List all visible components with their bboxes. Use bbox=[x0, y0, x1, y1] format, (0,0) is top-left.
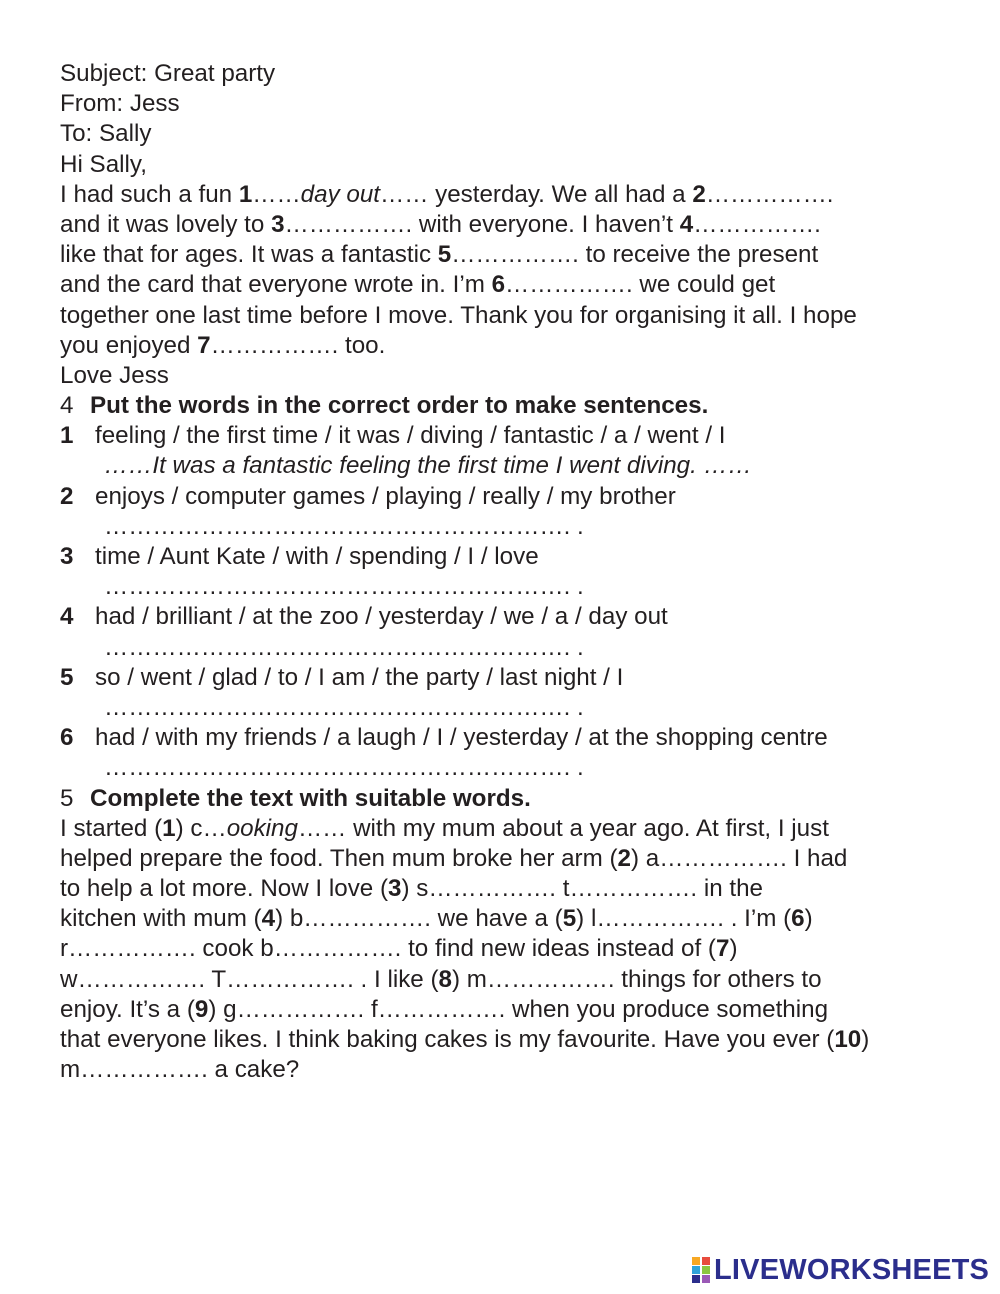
section5-text-line bbox=[60, 1055, 960, 1085]
section5-text-line bbox=[60, 904, 960, 934]
text-run: that everyone likes. I think baking cakes is my favourite. Have you ever ( bbox=[60, 1026, 835, 1053]
text-run: like that for ages. It was a fantastic bbox=[60, 241, 438, 269]
text-run: …… bbox=[252, 180, 301, 208]
text-run: ……………. with everyone. I haven’t bbox=[284, 210, 680, 238]
text-run: ……………. we could get bbox=[505, 271, 776, 299]
text-run: and it was lovely to bbox=[60, 210, 272, 238]
email-body-line bbox=[60, 240, 960, 270]
exercise-answer-line[interactable]: ……It was a fantastic feeling the first time I went diving. …… bbox=[104, 452, 752, 480]
section5-title: Complete the text with suitable words. bbox=[90, 784, 531, 812]
section5-text-line bbox=[60, 995, 960, 1025]
text-run: ……………. bbox=[705, 180, 834, 208]
exercise-number: 2 bbox=[60, 482, 74, 510]
gap-number: 2 bbox=[617, 844, 631, 872]
email-body-line bbox=[60, 210, 960, 240]
section4-exercise-list bbox=[60, 421, 960, 783]
section4-number: 4 bbox=[60, 392, 74, 420]
exercise-item bbox=[60, 602, 960, 632]
text-run: ) c… bbox=[175, 814, 227, 842]
text-run: ……………. bbox=[693, 210, 821, 238]
text-run: ) l……………. . I’m ( bbox=[576, 905, 792, 933]
gap-number: 5 bbox=[437, 241, 452, 269]
gap-number: 7 bbox=[197, 331, 211, 359]
email-to: To: Sally bbox=[60, 120, 152, 148]
exercise-answer-line[interactable]: …………………………………………………. . bbox=[104, 512, 584, 540]
text-run: …… yesterday. We all had a bbox=[380, 180, 693, 208]
exercise-item bbox=[60, 482, 960, 512]
text-run: …… with my mum about a year ago. At first, I just bbox=[297, 814, 829, 842]
exercise-number: 3 bbox=[60, 543, 74, 570]
text-run: ooking bbox=[226, 814, 298, 842]
email-signoff: Love Jess bbox=[60, 361, 169, 389]
text-run: ) bbox=[861, 1026, 870, 1053]
email-body-line bbox=[60, 270, 960, 300]
exercise-item bbox=[60, 542, 960, 572]
exercise-words: feeling / the first time / it was / diving / fantastic / a / went / I bbox=[95, 422, 726, 450]
section5-text-line bbox=[60, 1025, 960, 1055]
text-run: ) bbox=[729, 935, 738, 963]
gap-number: 10 bbox=[834, 1026, 862, 1053]
exercise-answer-line[interactable]: …………………………………………………. . bbox=[104, 693, 584, 721]
gap-number: 5 bbox=[562, 905, 577, 933]
section5-text-line bbox=[60, 814, 960, 844]
gap-number: 1 bbox=[238, 180, 253, 208]
text-run: to help a lot more. Now I love ( bbox=[60, 875, 389, 903]
section4-heading bbox=[60, 391, 960, 421]
section5-text-line bbox=[60, 965, 960, 995]
text-run: and the card that everyone wrote in. I’m bbox=[60, 271, 492, 299]
section5-text-line bbox=[60, 934, 960, 964]
text-run: ) s……………. t……………. in the bbox=[401, 875, 763, 903]
text-run: ) b……………. we have a ( bbox=[275, 905, 563, 933]
text-run: m……………. a cake? bbox=[60, 1056, 300, 1084]
text-run: I started ( bbox=[60, 814, 163, 842]
gap-number: 7 bbox=[715, 935, 730, 963]
worksheet-page bbox=[60, 59, 960, 1085]
gap-number: 9 bbox=[194, 995, 209, 1023]
text-run: enjoy. It’s a ( bbox=[60, 995, 195, 1023]
text-run: ) g……………. f……………. when you produce something bbox=[208, 995, 829, 1023]
email-from: From: Jess bbox=[60, 90, 180, 118]
exercise-answer-line[interactable]: …………………………………………………. . bbox=[104, 573, 584, 601]
exercise-words: so / went / glad / to / I am / the party / last night / I bbox=[95, 663, 624, 691]
section5-text bbox=[60, 814, 960, 1086]
gap-number: 3 bbox=[388, 875, 402, 903]
text-run: I had such a fun bbox=[60, 180, 239, 208]
email-subject: Subject: Great party bbox=[60, 60, 276, 87]
text-run: day out bbox=[300, 180, 381, 208]
text-run: ) bbox=[804, 905, 813, 933]
email-greeting: Hi Sally, bbox=[60, 150, 147, 178]
gap-number: 1 bbox=[162, 814, 176, 842]
exercise-number: 1 bbox=[60, 422, 74, 450]
logo-mark-icon bbox=[692, 1257, 710, 1283]
exercise-item bbox=[60, 663, 960, 693]
exercise-words: enjoys / computer games / playing / really / my brother bbox=[95, 482, 676, 510]
gap-number: 3 bbox=[271, 210, 285, 238]
text-run: ) m……………. things for others to bbox=[451, 965, 822, 993]
email-body-line bbox=[60, 180, 960, 210]
exercise-words: had / with my friends / a laugh / I / yesterday / at the shopping centre bbox=[95, 724, 828, 752]
gap-number: 4 bbox=[679, 210, 694, 238]
exercise-words: had / brilliant / at the zoo / yesterday / we / a / day out bbox=[95, 603, 668, 631]
exercise-answer-line[interactable]: …………………………………………………. . bbox=[104, 633, 584, 661]
section5-heading bbox=[60, 784, 960, 814]
email-body-line bbox=[60, 301, 960, 331]
text-run: r……………. cook b……………. to find new ideas instead of ( bbox=[60, 935, 716, 963]
liveworksheets-logo bbox=[692, 1253, 989, 1287]
section4-title: Put the words in the correct order to make sentences. bbox=[90, 392, 709, 420]
email-body-line bbox=[60, 331, 960, 361]
gap-number: 6 bbox=[491, 271, 506, 299]
text-run: together one last time before I move. Thank you for organising it all. I hope bbox=[60, 301, 857, 329]
section5-number: 5 bbox=[60, 784, 74, 812]
exercise-item bbox=[60, 723, 960, 753]
exercise-number: 5 bbox=[60, 663, 74, 691]
email-body bbox=[60, 180, 960, 361]
logo-text: LIVEWORKSHEETS bbox=[714, 1253, 990, 1286]
text-run: ……………. to receive the present bbox=[451, 241, 819, 269]
text-run: helped prepare the food. Then mum broke her arm ( bbox=[60, 844, 618, 872]
text-run: you enjoyed bbox=[60, 331, 198, 359]
section5-text-line bbox=[60, 874, 960, 904]
exercise-answer-line[interactable]: …………………………………………………. . bbox=[104, 754, 584, 782]
exercise-words: time / Aunt Kate / with / spending / I / love bbox=[95, 543, 539, 570]
gap-number: 2 bbox=[692, 180, 706, 208]
text-run: ) a……………. I had bbox=[630, 844, 848, 872]
text-run: w……………. T……………. . I like ( bbox=[60, 965, 439, 993]
gap-number: 8 bbox=[438, 965, 452, 993]
gap-number: 6 bbox=[791, 905, 805, 933]
section5-text-line bbox=[60, 844, 960, 874]
gap-number: 4 bbox=[261, 905, 276, 933]
text-run: kitchen with mum ( bbox=[60, 905, 262, 933]
exercise-number: 4 bbox=[60, 603, 74, 631]
exercise-number: 6 bbox=[60, 724, 74, 752]
exercise-item bbox=[60, 421, 960, 451]
text-run: ……………. too. bbox=[210, 331, 386, 359]
